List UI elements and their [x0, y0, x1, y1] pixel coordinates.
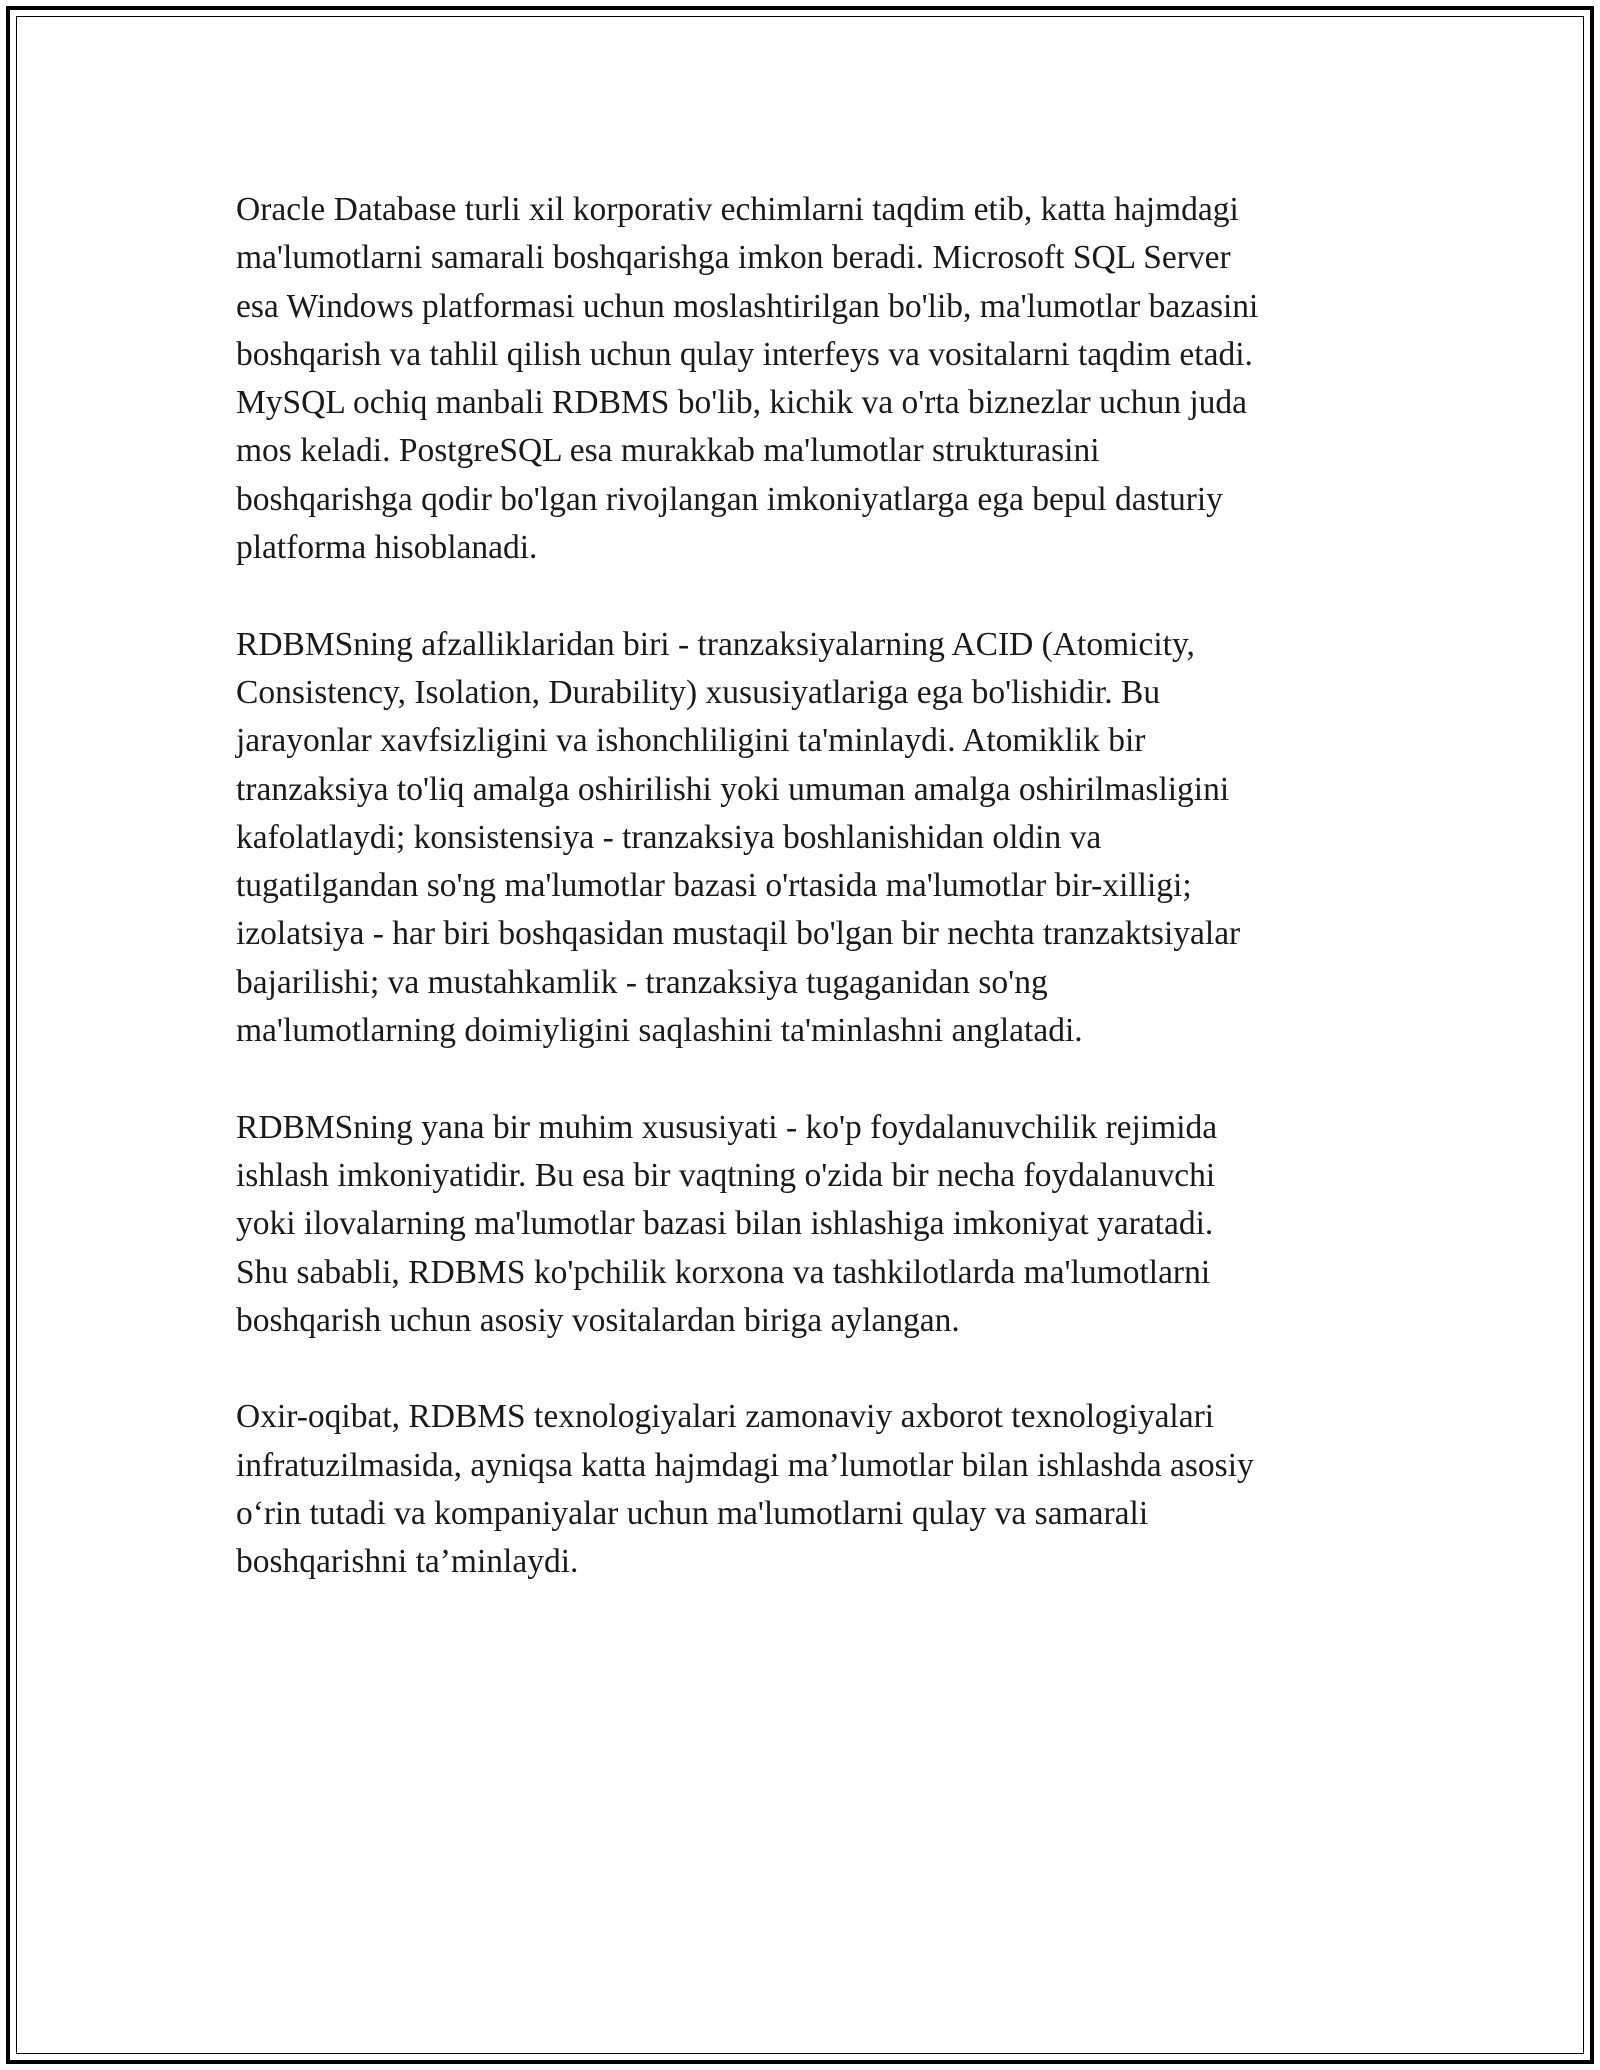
text-line: ma'lumotlarni samarali boshqarishga imkon beradi. Microsoft SQL Server [236, 239, 1231, 277]
paragraph-dbms-products [236, 186, 1366, 572]
text-line: kafolatlaydi; konsistensiya - tranzaksiya boshlanishidan oldin va [236, 818, 1102, 856]
paragraph-conclusion [236, 1393, 1366, 1586]
paragraph-multiuser [236, 1104, 1366, 1345]
text-line: izolatsiya - har biri boshqasidan mustaqil bo'lgan bir nechta tranzaktsiyalar [236, 915, 1241, 953]
paragraph-acid [236, 621, 1366, 1056]
document-body [236, 186, 1366, 1635]
text-line: o‘rin tutadi va kompaniyalar uchun ma'lumotlarni qulay va samarali [236, 1495, 1149, 1533]
text-line: tranzaksiya to'liq amalga oshirilishi yoki umuman amalga oshirilmasligini [236, 770, 1230, 808]
text-line: RDBMSning afzalliklaridan biri - tranzaksiyalarning ACID (Atomicity, [236, 625, 1195, 663]
text-line: MySQL ochiq manbali RDBMS bo'lib, kichik va o'rta biznezlar uchun juda [236, 384, 1248, 422]
text-line: esa Windows platformasi uchun moslashtirilgan bo'lib, ma'lumotlar bazasini [236, 287, 1259, 325]
text-line: bajarilishi; va mustahkamlik - tranzaksiya tugaganidan so'ng [236, 963, 1048, 1001]
text-line: platforma hisoblanadi. [236, 529, 538, 567]
text-line: mos keladi. PostgreSQL esa murakkab ma'lumotlar strukturasini [236, 432, 1100, 470]
text-line: boshqarishga qodir bo'lgan rivojlangan imkoniyatlarga ega bepul dasturiy [236, 480, 1223, 518]
text-line: boshqarish va tahlil qilish uchun qulay interfeys va vositalarni taqdim etadi. [236, 335, 1253, 373]
text-line: Oracle Database turli xil korporativ echimlarni taqdim etib, katta hajmdagi [236, 191, 1239, 228]
text-line: Consistency, Isolation, Durability) xususiyatlariga ega bo'lishidir. Bu [236, 673, 1161, 711]
text-line: Oxir-oqibat, RDBMS texnologiyalari zamonaviy axborot texnologiyalari [236, 1398, 1215, 1436]
text-line: Shu sababli, RDBMS ko'pchilik korxona va tashkilotlarda ma'lumotlarni [236, 1253, 1211, 1291]
text-line: RDBMSning yana bir muhim xususiyati - ko'p foydalanuvchilik rejimida [236, 1108, 1218, 1146]
text-line: tugatilgandan so'ng ma'lumotlar bazasi o'rtasida ma'lumotlar bir-xilligi; [236, 867, 1192, 905]
text-line: boshqarish uchun asosiy vositalardan biriga aylangan. [236, 1301, 960, 1339]
text-line: boshqarishni ta’minlaydi. [236, 1543, 579, 1581]
text-line: yoki ilovalarning ma'lumotlar bazasi bilan ishlashiga imkoniyat yaratadi. [236, 1205, 1214, 1243]
text-line: ma'lumotlarning doimiyligini saqlashini ta'minlashni anglatadi. [236, 1012, 1083, 1050]
text-line: ishlash imkoniyatidir. Bu esa bir vaqtning o'zida bir necha foydalanuvchi [236, 1156, 1216, 1194]
text-line: infratuzilmasida, ayniqsa katta hajmdagi ma’lumotlar bilan ishlashda asosiy [236, 1446, 1254, 1484]
text-line: jarayonlar xavfsizligini va ishonchliligini ta'minlaydi. Atomiklik bir [236, 722, 1146, 760]
